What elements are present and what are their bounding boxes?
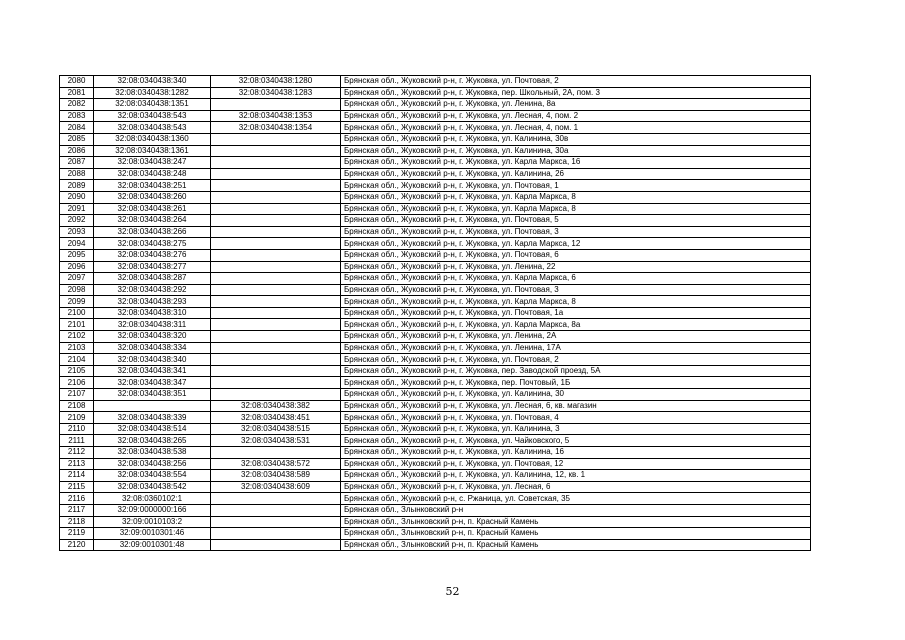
cadastral-number-cell: 32:09:0010301:48: [94, 539, 211, 551]
row-number-cell: 2105: [60, 365, 94, 377]
row-number-cell: 2102: [60, 331, 94, 343]
row-number-cell: 2093: [60, 226, 94, 238]
cadastral-number-cell: 32:08:0340438:260: [94, 191, 211, 203]
page-number: 52: [445, 585, 460, 598]
related-cadastral-number-cell: [211, 528, 341, 540]
row-number-cell: 2109: [60, 412, 94, 424]
cadastral-number-cell: 32:08:0340438:543: [94, 110, 211, 122]
related-cadastral-number-cell: [211, 516, 341, 528]
related-cadastral-number-cell: [211, 261, 341, 273]
address-cell: Брянская обл., Злынковский р-н, п. Красный Камень: [341, 539, 811, 551]
address-cell: Брянская обл., Жуковский р-н, г. Жуковка, ул. Почтовая, 3: [341, 284, 811, 296]
row-number-cell: 2118: [60, 516, 94, 528]
cadastral-number-cell: 32:08:0340438:266: [94, 226, 211, 238]
table-row: [60, 412, 811, 424]
address-cell: Брянская обл., Жуковский р-н, г. Жуковка, ул. Почтовая, 6: [341, 249, 811, 261]
table-row: [60, 319, 811, 331]
address-cell: Брянская обл., Жуковский р-н, г. Жуковка, ул. Почтовая, 5: [341, 215, 811, 227]
table-row: [60, 191, 811, 203]
cadastral-number-cell: 32:08:0340438:256: [94, 458, 211, 470]
cadastral-number-cell: 32:08:0340438:320: [94, 331, 211, 343]
related-cadastral-number-cell: [211, 203, 341, 215]
table-row: [60, 296, 811, 308]
table-row: [60, 516, 811, 528]
table-row: [60, 273, 811, 285]
address-cell: Брянская обл., Жуковский р-н, г. Жуковка, ул. Ленина, 8а: [341, 99, 811, 111]
row-number-cell: 2108: [60, 400, 94, 412]
table-row: [60, 458, 811, 470]
table-row: [60, 238, 811, 250]
cadastral-number-cell: 32:08:0340438:340: [94, 354, 211, 366]
table-row: [60, 261, 811, 273]
address-cell: Брянская обл., Жуковский р-н, с. Ржаница, ул. Советская, 35: [341, 493, 811, 505]
cadastral-number-cell: 32:08:0340438:292: [94, 284, 211, 296]
cadastral-number-cell: 32:08:0340438:276: [94, 249, 211, 261]
related-cadastral-number-cell: [211, 238, 341, 250]
address-cell: Брянская обл., Жуковский р-н, г. Жуковка, ул. Лесная, 6: [341, 481, 811, 493]
related-cadastral-number-cell: 32:08:0340438:515: [211, 423, 341, 435]
cadastral-number-cell: 32:08:0340438:347: [94, 377, 211, 389]
address-cell: Брянская обл., Жуковский р-н, г. Жуковка, ул. Почтовая, 2: [341, 76, 811, 88]
cadastral-number-cell: 32:08:0340438:538: [94, 447, 211, 459]
related-cadastral-number-cell: 32:08:0340438:589: [211, 470, 341, 482]
row-number-cell: 2089: [60, 180, 94, 192]
row-number-cell: 2117: [60, 504, 94, 516]
related-cadastral-number-cell: [211, 377, 341, 389]
address-cell: Брянская обл., Жуковский р-н, г. Жуковка, ул. Карла Маркса, 8: [341, 296, 811, 308]
related-cadastral-number-cell: [211, 331, 341, 343]
cadastral-number-cell: 32:08:0340438:341: [94, 365, 211, 377]
row-number-cell: 2087: [60, 157, 94, 169]
table-row: [60, 493, 811, 505]
row-number-cell: 2110: [60, 423, 94, 435]
row-number-cell: 2084: [60, 122, 94, 134]
related-cadastral-number-cell: [211, 168, 341, 180]
address-cell: Брянская обл., Жуковский р-н, г. Жуковка, ул. Карла Маркса, 8: [341, 191, 811, 203]
related-cadastral-number-cell: [211, 273, 341, 285]
table-row: [60, 470, 811, 482]
table-row: [60, 99, 811, 111]
cadastral-number-cell: 32:08:0340438:251: [94, 180, 211, 192]
address-cell: Брянская обл., Жуковский р-н, г. Жуковка, ул. Лесная, 4, пом. 1: [341, 122, 811, 134]
address-cell: Брянская обл., Злынковский р-н, п. Красный Камень: [341, 528, 811, 540]
address-cell: Брянская обл., Жуковский р-н, г. Жуковка, ул. Почтовая, 1а: [341, 307, 811, 319]
address-cell: Брянская обл., Жуковский р-н, г. Жуковка, пер. Заводской проезд, 5А: [341, 365, 811, 377]
related-cadastral-number-cell: [211, 157, 341, 169]
cadastral-number-cell: 32:08:0340438:543: [94, 122, 211, 134]
related-cadastral-number-cell: [211, 493, 341, 505]
cadastral-number-cell: 32:08:0340438:1361: [94, 145, 211, 157]
cadastral-number-cell: 32:08:0340438:247: [94, 157, 211, 169]
row-number-cell: 2081: [60, 87, 94, 99]
row-number-cell: 2112: [60, 447, 94, 459]
address-cell: Брянская обл., Жуковский р-н, г. Жуковка, ул. Почтовая, 2: [341, 354, 811, 366]
row-number-cell: 2120: [60, 539, 94, 551]
related-cadastral-number-cell: [211, 365, 341, 377]
address-cell: Брянская обл., Жуковский р-н, г. Жуковка, ул. Лесная, 4, пом. 2: [341, 110, 811, 122]
related-cadastral-number-cell: 32:08:0340438:572: [211, 458, 341, 470]
row-number-cell: 2099: [60, 296, 94, 308]
row-number-cell: 2086: [60, 145, 94, 157]
table-row: [60, 481, 811, 493]
address-cell: Брянская обл., Жуковский р-н, г. Жуковка, ул. Ленина, 17А: [341, 342, 811, 354]
table-row: [60, 504, 811, 516]
table-row: [60, 400, 811, 412]
address-cell: Брянская обл., Жуковский р-н, г. Жуковка, ул. Калинина, 16: [341, 447, 811, 459]
registry-table-body: [60, 76, 811, 551]
registry-table: [59, 75, 811, 551]
table-row: [60, 76, 811, 88]
related-cadastral-number-cell: [211, 145, 341, 157]
table-row: [60, 342, 811, 354]
cadastral-number-cell: 32:08:0340438:1282: [94, 87, 211, 99]
address-cell: Брянская обл., Жуковский р-н, г. Жуковка, ул. Карла Маркса, 8: [341, 203, 811, 215]
row-number-cell: 2094: [60, 238, 94, 250]
row-number-cell: 2095: [60, 249, 94, 261]
address-cell: Брянская обл., Жуковский р-н, г. Жуковка, ул. Лесная, 6, кв. магазин: [341, 400, 811, 412]
address-cell: Брянская обл., Жуковский р-н, г. Жуковка, ул. Карла Маркса, 12: [341, 238, 811, 250]
table-row: [60, 423, 811, 435]
cadastral-number-cell: 32:08:0340438:264: [94, 215, 211, 227]
row-number-cell: 2104: [60, 354, 94, 366]
row-number-cell: 2088: [60, 168, 94, 180]
address-cell: Брянская обл., Жуковский р-н, г. Жуковка, ул. Калинина, 3: [341, 423, 811, 435]
address-cell: Брянская обл., Жуковский р-н, г. Жуковка, ул. Калинина, 12, кв. 1: [341, 470, 811, 482]
table-row: [60, 180, 811, 192]
address-cell: Брянская обл., Жуковский р-н, г. Жуковка, ул. Почтовая, 1: [341, 180, 811, 192]
table-row: [60, 145, 811, 157]
table-row: [60, 122, 811, 134]
address-cell: Брянская обл., Жуковский р-н, г. Жуковка, ул. Калинина, 30а: [341, 145, 811, 157]
cadastral-number-cell: 32:08:0340438:334: [94, 342, 211, 354]
address-cell: Брянская обл., Жуковский р-н, г. Жуковка, ул. Калинина, 26: [341, 168, 811, 180]
cadastral-number-cell: 32:08:0340438:310: [94, 307, 211, 319]
row-number-cell: 2111: [60, 435, 94, 447]
row-number-cell: 2090: [60, 191, 94, 203]
address-cell: Брянская обл., Жуковский р-н, г. Жуковка, пер. Почтовый, 1Б: [341, 377, 811, 389]
cadastral-number-cell: 32:08:0340438:514: [94, 423, 211, 435]
related-cadastral-number-cell: [211, 354, 341, 366]
row-number-cell: 2119: [60, 528, 94, 540]
related-cadastral-number-cell: 32:08:0340438:451: [211, 412, 341, 424]
related-cadastral-number-cell: 32:08:0340438:1283: [211, 87, 341, 99]
related-cadastral-number-cell: [211, 133, 341, 145]
row-number-cell: 2085: [60, 133, 94, 145]
table-row: [60, 528, 811, 540]
address-cell: Брянская обл., Жуковский р-н, г. Жуковка, ул. Почтовая, 12: [341, 458, 811, 470]
row-number-cell: 2098: [60, 284, 94, 296]
row-number-cell: 2103: [60, 342, 94, 354]
cadastral-number-cell: 32:09:0000000:166: [94, 504, 211, 516]
address-cell: Брянская обл., Жуковский р-н, г. Жуковка, пер. Школьный, 2А, пом. 3: [341, 87, 811, 99]
related-cadastral-number-cell: 32:08:0340438:1354: [211, 122, 341, 134]
related-cadastral-number-cell: 32:08:0340438:382: [211, 400, 341, 412]
related-cadastral-number-cell: [211, 504, 341, 516]
address-cell: Брянская обл., Жуковский р-н, г. Жуковка, ул. Калинина, 30: [341, 389, 811, 401]
row-number-cell: 2101: [60, 319, 94, 331]
cadastral-number-cell: 32:08:0340438:265: [94, 435, 211, 447]
row-number-cell: 2114: [60, 470, 94, 482]
cadastral-number-cell: 32:08:0340438:248: [94, 168, 211, 180]
row-number-cell: 2083: [60, 110, 94, 122]
row-number-cell: 2116: [60, 493, 94, 505]
row-number-cell: 2096: [60, 261, 94, 273]
cadastral-number-cell: 32:08:0360102:1: [94, 493, 211, 505]
cadastral-number-cell: 32:08:0340438:340: [94, 76, 211, 88]
table-row: [60, 539, 811, 551]
address-cell: Брянская обл., Жуковский р-н, г. Жуковка, ул. Калинина, 30в: [341, 133, 811, 145]
cadastral-number-cell: 32:08:0340438:293: [94, 296, 211, 308]
related-cadastral-number-cell: [211, 389, 341, 401]
related-cadastral-number-cell: [211, 342, 341, 354]
table-row: [60, 447, 811, 459]
address-cell: Брянская обл., Жуковский р-н, г. Жуковка, ул. Почтовая, 4: [341, 412, 811, 424]
cadastral-number-cell: 32:08:0340438:554: [94, 470, 211, 482]
table-row: [60, 87, 811, 99]
table-row: [60, 365, 811, 377]
related-cadastral-number-cell: [211, 191, 341, 203]
table-row: [60, 157, 811, 169]
address-cell: Брянская обл., Жуковский р-н, г. Жуковка, ул. Карла Маркса, 6: [341, 273, 811, 285]
related-cadastral-number-cell: [211, 447, 341, 459]
table-row: [60, 133, 811, 145]
table-row: [60, 389, 811, 401]
cadastral-number-cell: [94, 400, 211, 412]
cadastral-number-cell: 32:08:0340438:542: [94, 481, 211, 493]
related-cadastral-number-cell: [211, 249, 341, 261]
related-cadastral-number-cell: [211, 180, 341, 192]
related-cadastral-number-cell: [211, 215, 341, 227]
related-cadastral-number-cell: [211, 99, 341, 111]
table-row: [60, 203, 811, 215]
cadastral-number-cell: 32:09:0010301:46: [94, 528, 211, 540]
table-row: [60, 215, 811, 227]
table-row: [60, 377, 811, 389]
cadastral-number-cell: 32:08:0340438:275: [94, 238, 211, 250]
cadastral-number-cell: 32:08:0340438:1351: [94, 99, 211, 111]
table-row: [60, 354, 811, 366]
row-number-cell: 2092: [60, 215, 94, 227]
cadastral-number-cell: 32:08:0340438:277: [94, 261, 211, 273]
table-row: [60, 226, 811, 238]
address-cell: Брянская обл., Жуковский р-н, г. Жуковка, ул. Карла Маркса, 8а: [341, 319, 811, 331]
cadastral-number-cell: 32:08:0340438:1360: [94, 133, 211, 145]
related-cadastral-number-cell: 32:08:0340438:1353: [211, 110, 341, 122]
row-number-cell: 2113: [60, 458, 94, 470]
table-row: [60, 249, 811, 261]
related-cadastral-number-cell: 32:08:0340438:1280: [211, 76, 341, 88]
row-number-cell: 2106: [60, 377, 94, 389]
table-row: [60, 435, 811, 447]
address-cell: Брянская обл., Жуковский р-н, г. Жуковка, ул. Почтовая, 3: [341, 226, 811, 238]
address-cell: Брянская обл., Злынковский р-н: [341, 504, 811, 516]
table-row: [60, 168, 811, 180]
address-cell: Брянская обл., Злынковский р-н, п. Красный Камень: [341, 516, 811, 528]
related-cadastral-number-cell: [211, 319, 341, 331]
related-cadastral-number-cell: [211, 307, 341, 319]
table-row: [60, 284, 811, 296]
related-cadastral-number-cell: [211, 284, 341, 296]
row-number-cell: 2115: [60, 481, 94, 493]
related-cadastral-number-cell: [211, 296, 341, 308]
cadastral-number-cell: 32:08:0340438:351: [94, 389, 211, 401]
related-cadastral-number-cell: [211, 539, 341, 551]
row-number-cell: 2100: [60, 307, 94, 319]
cadastral-number-cell: 32:08:0340438:261: [94, 203, 211, 215]
cadastral-number-cell: 32:08:0340438:311: [94, 319, 211, 331]
address-cell: Брянская обл., Жуковский р-н, г. Жуковка, ул. Чайковского, 5: [341, 435, 811, 447]
cadastral-number-cell: 32:08:0340438:287: [94, 273, 211, 285]
row-number-cell: 2097: [60, 273, 94, 285]
related-cadastral-number-cell: 32:08:0340438:531: [211, 435, 341, 447]
row-number-cell: 2107: [60, 389, 94, 401]
address-cell: Брянская обл., Жуковский р-н, г. Жуковка, ул. Ленина, 2А: [341, 331, 811, 343]
address-cell: Брянская обл., Жуковский р-н, г. Жуковка, ул. Ленина, 22: [341, 261, 811, 273]
row-number-cell: 2082: [60, 99, 94, 111]
related-cadastral-number-cell: [211, 226, 341, 238]
row-number-cell: 2080: [60, 76, 94, 88]
cadastral-number-cell: 32:09:0010103:2: [94, 516, 211, 528]
cadastral-number-cell: 32:08:0340438:339: [94, 412, 211, 424]
related-cadastral-number-cell: 32:08:0340438:609: [211, 481, 341, 493]
table-row: [60, 110, 811, 122]
table-row: [60, 331, 811, 343]
table-row: [60, 307, 811, 319]
row-number-cell: 2091: [60, 203, 94, 215]
address-cell: Брянская обл., Жуковский р-н, г. Жуковка, ул. Карла Маркса, 16: [341, 157, 811, 169]
